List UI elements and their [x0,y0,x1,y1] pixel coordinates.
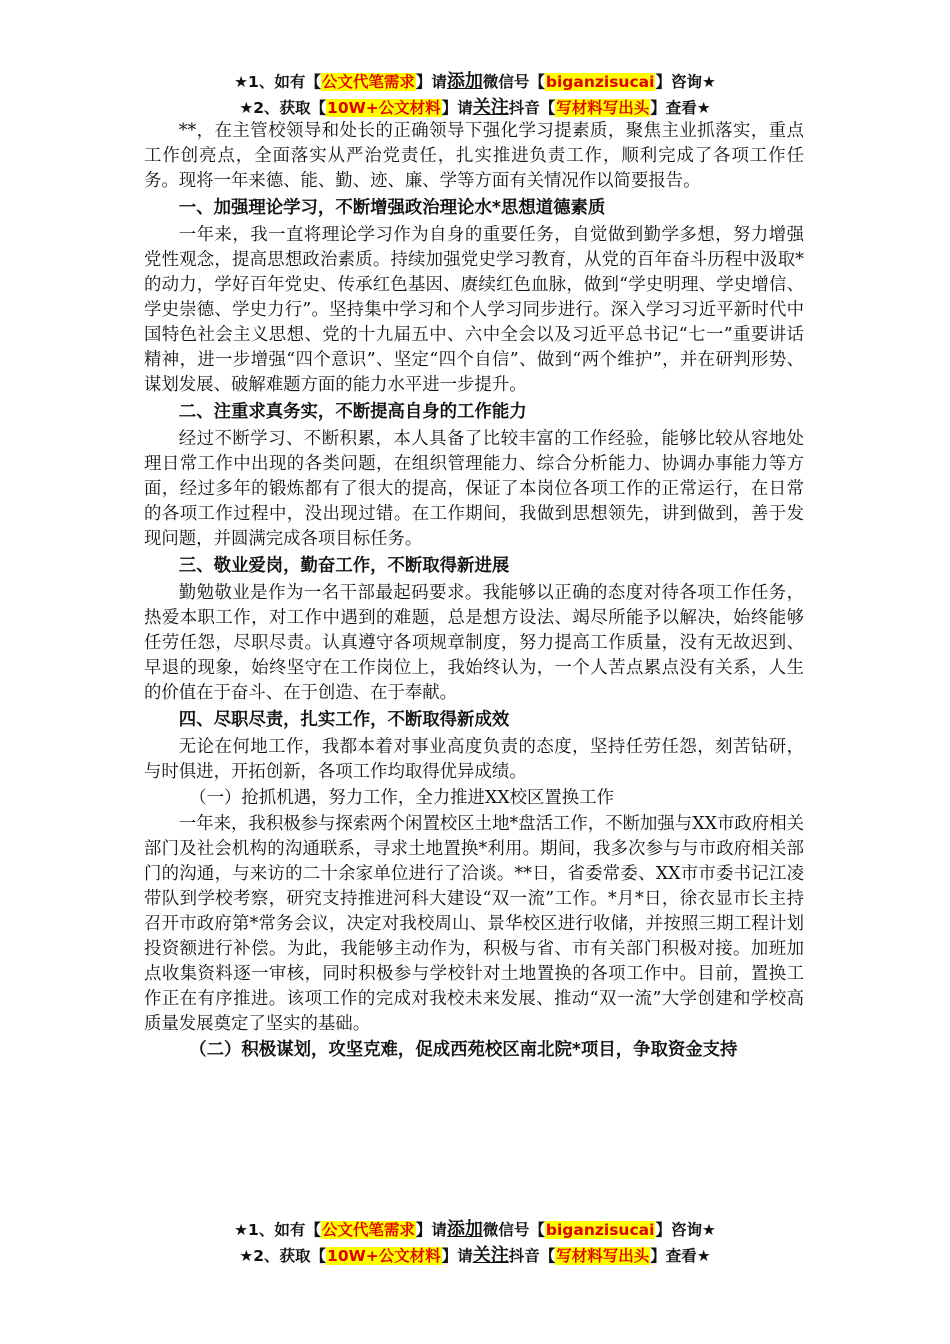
promo-text: 】请 [441,99,473,117]
promo-line-1 [0,1217,950,1243]
section-2-body: 经过不断学习、不断积累，本人具备了比较丰富的工作经验，能够比较从容地处理日常工作中出现的各类问题，在组织管理能力、综合分析能力、协调办事能力等方面，经过多年的锻炼都有了很大的提高，保证了本岗位各项工作的正常运行，在日常的各项工作过程中，没出现过错。在工作期间，我做到思想领先，讲到做到，善于发现问题，并圆满完成各项目标任务。 [144,429,804,549]
promo-highlight: 公文代笔需求 [321,1221,415,1239]
promo-line-1 [0,69,950,95]
promo-underline: 添加 [446,71,483,92]
section-4-body: 无论在何地工作，我都本着对事业高度负责的态度，坚持任劳任怨，刻苦钻研，与时俱进，开拓创新，各项工作均取得优异成绩。 [144,737,804,782]
subsection-2-heading: （二）积极谋划，攻坚克难，促成西苑校区南北院*项目，争取资金支持 [189,1040,738,1060]
promo-highlight: 10W+公文材料 [327,1247,441,1265]
promo-underline: 关注 [472,97,509,118]
promo-highlight: 公文代笔需求 [321,73,415,91]
promo-text: 抖音【 [508,99,556,117]
promo-text: 】请 [441,1247,473,1265]
subsection-1-body: 一年来，我积极参与探索两个闲置校区土地*盘活工作，不断加强与XX市政府相关部门及社会机构的沟通联系，寻求土地置换*利用。期间，我多次参与与市政府相关部门的沟通，与来访的二十余家单位进行了洽谈。**日，省委常委、XX市市委书记江凌带队到学校考察，研究支持推进河科大建设“双一流”工作。*月*日，徐衣显市长主持召开市政府第*常务会议，决定对我校周山、景华校区进行收储，并按照三期工程计划投资额进行补偿。为此，我能够主动作为，积极与省、市有关部门积极对接。加班加点收集资料逐一审核，同时积极参与学校针对土地置换的各项工作中。目前，置换工作正在有序推进。该项工作的完成对我校未来发展、推动“双一流”大学创建和学校高质量发展奠定了坚实的基础。 [144,814,804,1034]
promo-text: 微信号【 [482,73,545,91]
section-4-heading: 四、尽职尽责，扎实工作，不断取得新成效 [178,710,510,730]
promo-highlight: 10W+公文材料 [327,99,441,117]
section-1-body: 一年来，我一直将理论学习作为自身的重要任务，自觉做到勤学多想，努力增强党性观念，提高思想政治素质。持续加强党史学习教育，从党的百年奋斗历程中汲取*的动力，学好百年党史、传承红色基因、赓续红色血脉，做到“学史明理、学史增信、学史崇德、学史力行”。坚持集中学习和个人学习同步进行。深入学习习近平新时代中国特色社会主义思想、党的十九届五中、六中全会以及习近平总书记“七一”重要讲话精神，进一步增强“四个意识”、坚定“四个自信”、做到“两个维护”，并在研判形势、谋划发展、破解难题方面的能力水平进一步提升。 [144,225,804,395]
promo-text: 】咨询★ [655,1221,716,1239]
footer-promo-banner [0,1217,950,1269]
promo-underline: 添加 [446,1219,483,1240]
promo-douyin-id: 写材料写出头 [556,99,650,117]
section-3-body: 勤勉敬业是作为一名干部最起码要求。我能够以正确的态度对待各项工作任务，热爱本职工作，对工作中遇到的难题，总是想方设法、竭尽所能予以解决，始终能够任劳任怨，尽职尽责。认真遵守各项规章制度，努力提高工作质量，没有无故迟到、早退的现象，始终坚守在工作岗位上，我始终认为，一个人苦点累点没有关系，人生的价值在于奋斗、在于创造、在于奉献。 [144,583,804,703]
promo-text: 】查看★ [650,1247,711,1265]
section-1-heading: 一、加强理论学习，不断增强政治理论水*思想道德素质 [178,198,606,218]
promo-text: 】查看★ [650,99,711,117]
promo-wechat-id: biganzisucai [545,1221,655,1239]
header-promo-banner [0,69,950,121]
section-2-heading: 二、注重求真务实，不断提高自身的工作能力 [178,402,527,422]
subsection-1-heading: （一）抢抓机遇，努力工作，全力推进XX校区置换工作 [189,788,614,808]
promo-text: 】咨询★ [655,73,716,91]
promo-text: ★1、如有【 [234,73,321,91]
promo-underline: 关注 [472,1245,509,1266]
promo-text: 】请 [415,73,447,91]
promo-line-2 [0,95,950,121]
promo-text: 抖音【 [508,1247,556,1265]
document-body [144,119,804,1064]
promo-text: ★1、如有【 [234,1221,321,1239]
promo-douyin-id: 写材料写出头 [556,1247,650,1265]
promo-text: 微信号【 [482,1221,545,1239]
section-3-heading: 三、敬业爱岗，勤奋工作，不断取得新进展 [178,556,510,576]
intro-paragraph: **，在主管校领导和处长的正确领导下强化学习提素质，聚焦主业抓落实，重点工作创亮点，全面落实从严治党责任，扎实推进负责工作，顺利完成了各项工作任务。现将一年来德、能、勤、迹、廉、学等方面有关情况作以简要报告。 [144,121,804,191]
promo-text: ★2、获取【 [239,99,327,117]
promo-text: 】请 [415,1221,447,1239]
promo-line-2 [0,1243,950,1269]
promo-text: ★2、获取【 [239,1247,327,1265]
promo-wechat-id: biganzisucai [545,73,655,91]
